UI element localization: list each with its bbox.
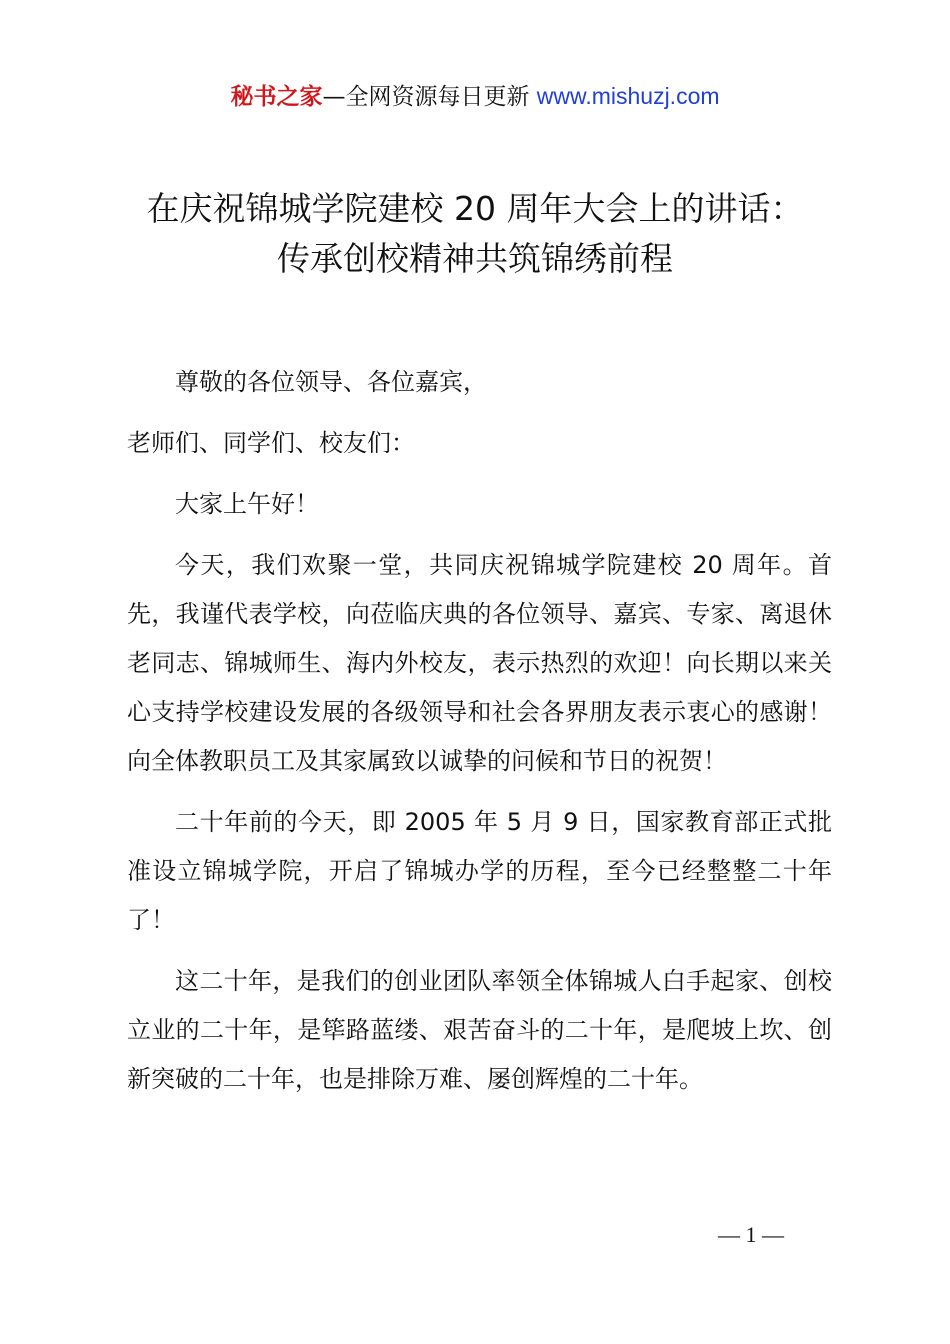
brand-name: 秘书之家 <box>230 84 323 110</box>
page-number: — 1 — <box>718 1222 784 1247</box>
salutation-line-1: 尊敬的各位领导、各位嘉宾， <box>175 368 487 396</box>
body-paragraph: 今天，我们欢聚一堂，共同庆祝锦城学院建校 20 周年。首先，我谨代表学校，向莅临庆典的各位领导、嘉宾、专家、离退休老同志、锦城师生、海内外校友，表示热烈的欢迎！向长期以来关心支持学校建设发展的各级领导和社会各界朋友表示衷心的感谢！向全体教职员工及其家属致以诚挚的问候和节日的祝贺！ <box>127 551 832 775</box>
site-header <box>0 80 950 113</box>
body-paragraph: 二十年前的今天，即 2005 年 5 月 9 日，国家教育部正式批准设立锦城学院，开启了锦城办学的历程，至今已经整整二十年了！ <box>127 808 832 934</box>
document-body <box>127 358 832 1116</box>
title-line-1: 在庆祝锦城学院建校 20 周年大会上的讲话： <box>146 189 804 228</box>
salutation-line-2: 老师们、同学们、校友们： <box>127 429 415 457</box>
site-url-link[interactable]: www.mishuzj.com <box>536 83 720 109</box>
site-slogan: —全网资源每日更新 <box>322 84 530 110</box>
body-paragraph: 这二十年，是我们的创业团队率领全体锦城人白手起家、创校立业的二十年，是筚路蓝缕、艰苦奋斗的二十年，是爬坡上坎、创新突破的二十年，也是排除万难、屡创辉煌的二十年。 <box>127 967 832 1093</box>
document-title <box>60 184 890 284</box>
title-line-2: 传承创校精神共筑锦绣前程 <box>277 239 673 278</box>
greeting: 大家上午好！ <box>175 490 319 518</box>
